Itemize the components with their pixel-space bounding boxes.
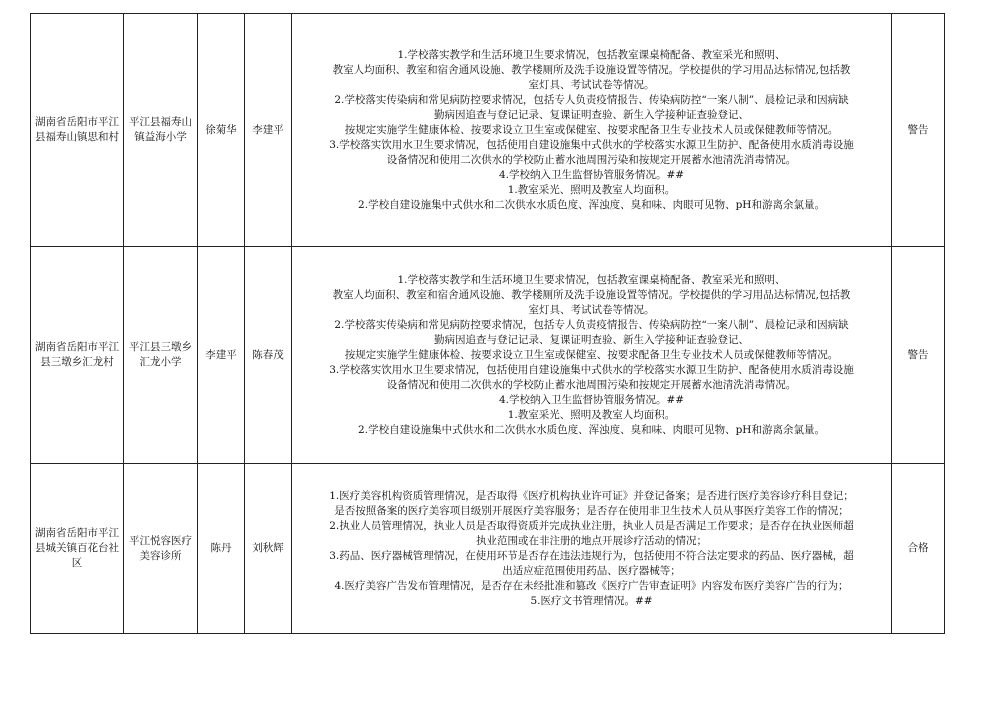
inspection-table [30, 13, 945, 634]
unit-cell: 平江悦容医疗美容诊所 [124, 464, 198, 634]
inspector-cell: 李建平 [198, 247, 245, 464]
content-line: 4.学校纳入卫生监督协管服务情况。## [498, 168, 685, 181]
unit-cell: 平江县福寿山镇益海小学 [124, 14, 198, 247]
content-line: 1.学校落实教学和生活环境卫生要求情况，包括教室课桌椅配备、教室采光和照明、 [397, 48, 786, 61]
content-line: 2.学校自建设施集中式供水和二次供水水质色度、浑浊度、臭和味、肉眼可见物、pH和游离余氯量。 [358, 198, 825, 211]
address-cell: 湖南省岳阳市平江县福寿山镇思和村 [31, 14, 124, 247]
inspector-cell: 刘秋辉 [245, 464, 292, 634]
result-cell: 警告 [892, 14, 945, 247]
content-line: 勤病因追查与登记记录、复课证明查验、新生入学接种证查验登记、 [434, 108, 749, 121]
content-line: 按规定实施学生健康体检、按要求设立卫生室或保健室、按要求配备卫生专业技术人员或保健教师等情况。 [344, 348, 839, 361]
content-line: 教室人均面积、教室和宿舍通风设施、教学楼厕所及洗手设施设置等情况。学校提供的学习用品达标情况,包括教 [332, 288, 851, 301]
content-line: 4.医疗美容广告发布管理情况，是否存在未经批准和篡改《医疗广告审查证明》内容发布医疗美容广告的行为； [334, 579, 849, 592]
result-cell: 警告 [892, 247, 945, 464]
inspection-content-cell [292, 14, 892, 247]
inspector-cell: 徐菊华 [198, 14, 245, 247]
content-line: 设备情况和使用二次供水的学校防止蓄水池周围污染和按规定开展蓄水池清洗消毒情况。 [386, 378, 797, 391]
result-cell: 合格 [892, 464, 945, 634]
content-line: 室灯具、考试试卷等情况。 [528, 303, 655, 316]
content-line: 2.学校落实传染病和常见病防控要求情况，包括专人负责疫情报告、传染病防控“一案八制”、晨检记录和因病缺 [334, 318, 849, 331]
content-line: 2.学校自建设施集中式供水和二次供水水质色度、浑浊度、臭和味、肉眼可见物、pH和游离余氯量。 [358, 423, 825, 436]
content-line: 1.教室采光、照明及教室人均面积。 [507, 408, 676, 421]
content-line: 按规定实施学生健康体检、按要求设立卫生室或保健室、按要求配备卫生专业技术人员或保健教师等情况。 [344, 123, 839, 136]
content-line: 2.学校落实传染病和常见病防控要求情况，包括专人负责疫情报告、传染病防控“一案八制”、晨检记录和因病缺 [334, 93, 849, 106]
content-line: 执业范围或在非注册的地点开展诊疗活动的情况； [476, 534, 707, 547]
content-line: 出适应症范围使用药品、医疗器械等； [502, 564, 681, 577]
inspector-cell: 李建平 [245, 14, 292, 247]
content-line: 3.药品、医疗器械管理情况，在使用环节是否存在违法违规行为，包括使用不符合法定要求的药品、医疗器械，超 [329, 549, 854, 562]
content-line: 3.学校落实饮用水卫生要求情况，包括使用自建设施集中式供水的学校落实水源卫生防护、配备使用水质消毒设施 [329, 138, 854, 151]
address-cell: 湖南省岳阳市平江县城关镇百花台社区 [31, 464, 124, 634]
table-row [31, 247, 945, 464]
content-line: 是否按照备案的医疗美容项目级别开展医疗美容服务；是否存在使用非卫生技术人员从事医疗美容工作的情况； [334, 504, 849, 517]
address-cell: 湖南省岳阳市平江县三墩乡汇龙村 [31, 247, 124, 464]
content-line: 2.执业人员管理情况，执业人员是否取得资质并完成执业注册，执业人员是否满足工作要求；是否存在执业医师超 [329, 519, 854, 532]
content-line: 5.医疗文书管理情况。## [530, 594, 653, 607]
content-line: 室灯具、考试试卷等情况。 [528, 78, 655, 91]
content-line: 教室人均面积、教室和宿舍通风设施、教学楼厕所及洗手设施设置等情况。学校提供的学习用品达标情况,包括教 [332, 63, 851, 76]
inspection-content-cell [292, 247, 892, 464]
content-line: 设备情况和使用二次供水的学校防止蓄水池周围污染和按规定开展蓄水池清洗消毒情况。 [386, 153, 797, 166]
inspection-content-cell [292, 464, 892, 634]
content-line: 1.学校落实教学和生活环境卫生要求情况，包括教室课桌椅配备、教室采光和照明、 [397, 273, 786, 286]
inspector-cell: 陈春茂 [245, 247, 292, 464]
table-row [31, 464, 945, 634]
content-line: 3.学校落实饮用水卫生要求情况，包括使用自建设施集中式供水的学校落实水源卫生防护、配备使用水质消毒设施 [329, 363, 854, 376]
unit-cell: 平江县三墩乡汇龙小学 [124, 247, 198, 464]
content-line: 1.医疗美容机构资质管理情况，是否取得《医疗机构执业许可证》并登记备案；是否进行医疗美容诊疗科目登记； [329, 489, 854, 502]
content-line: 4.学校纳入卫生监督协管服务情况。## [498, 393, 685, 406]
table-row [31, 14, 945, 247]
inspector-cell: 陈丹 [198, 464, 245, 634]
content-line: 勤病因追查与登记记录、复课证明查验、新生入学接种证查验登记、 [434, 333, 749, 346]
content-line: 1.教室采光、照明及教室人均面积。 [507, 183, 676, 196]
